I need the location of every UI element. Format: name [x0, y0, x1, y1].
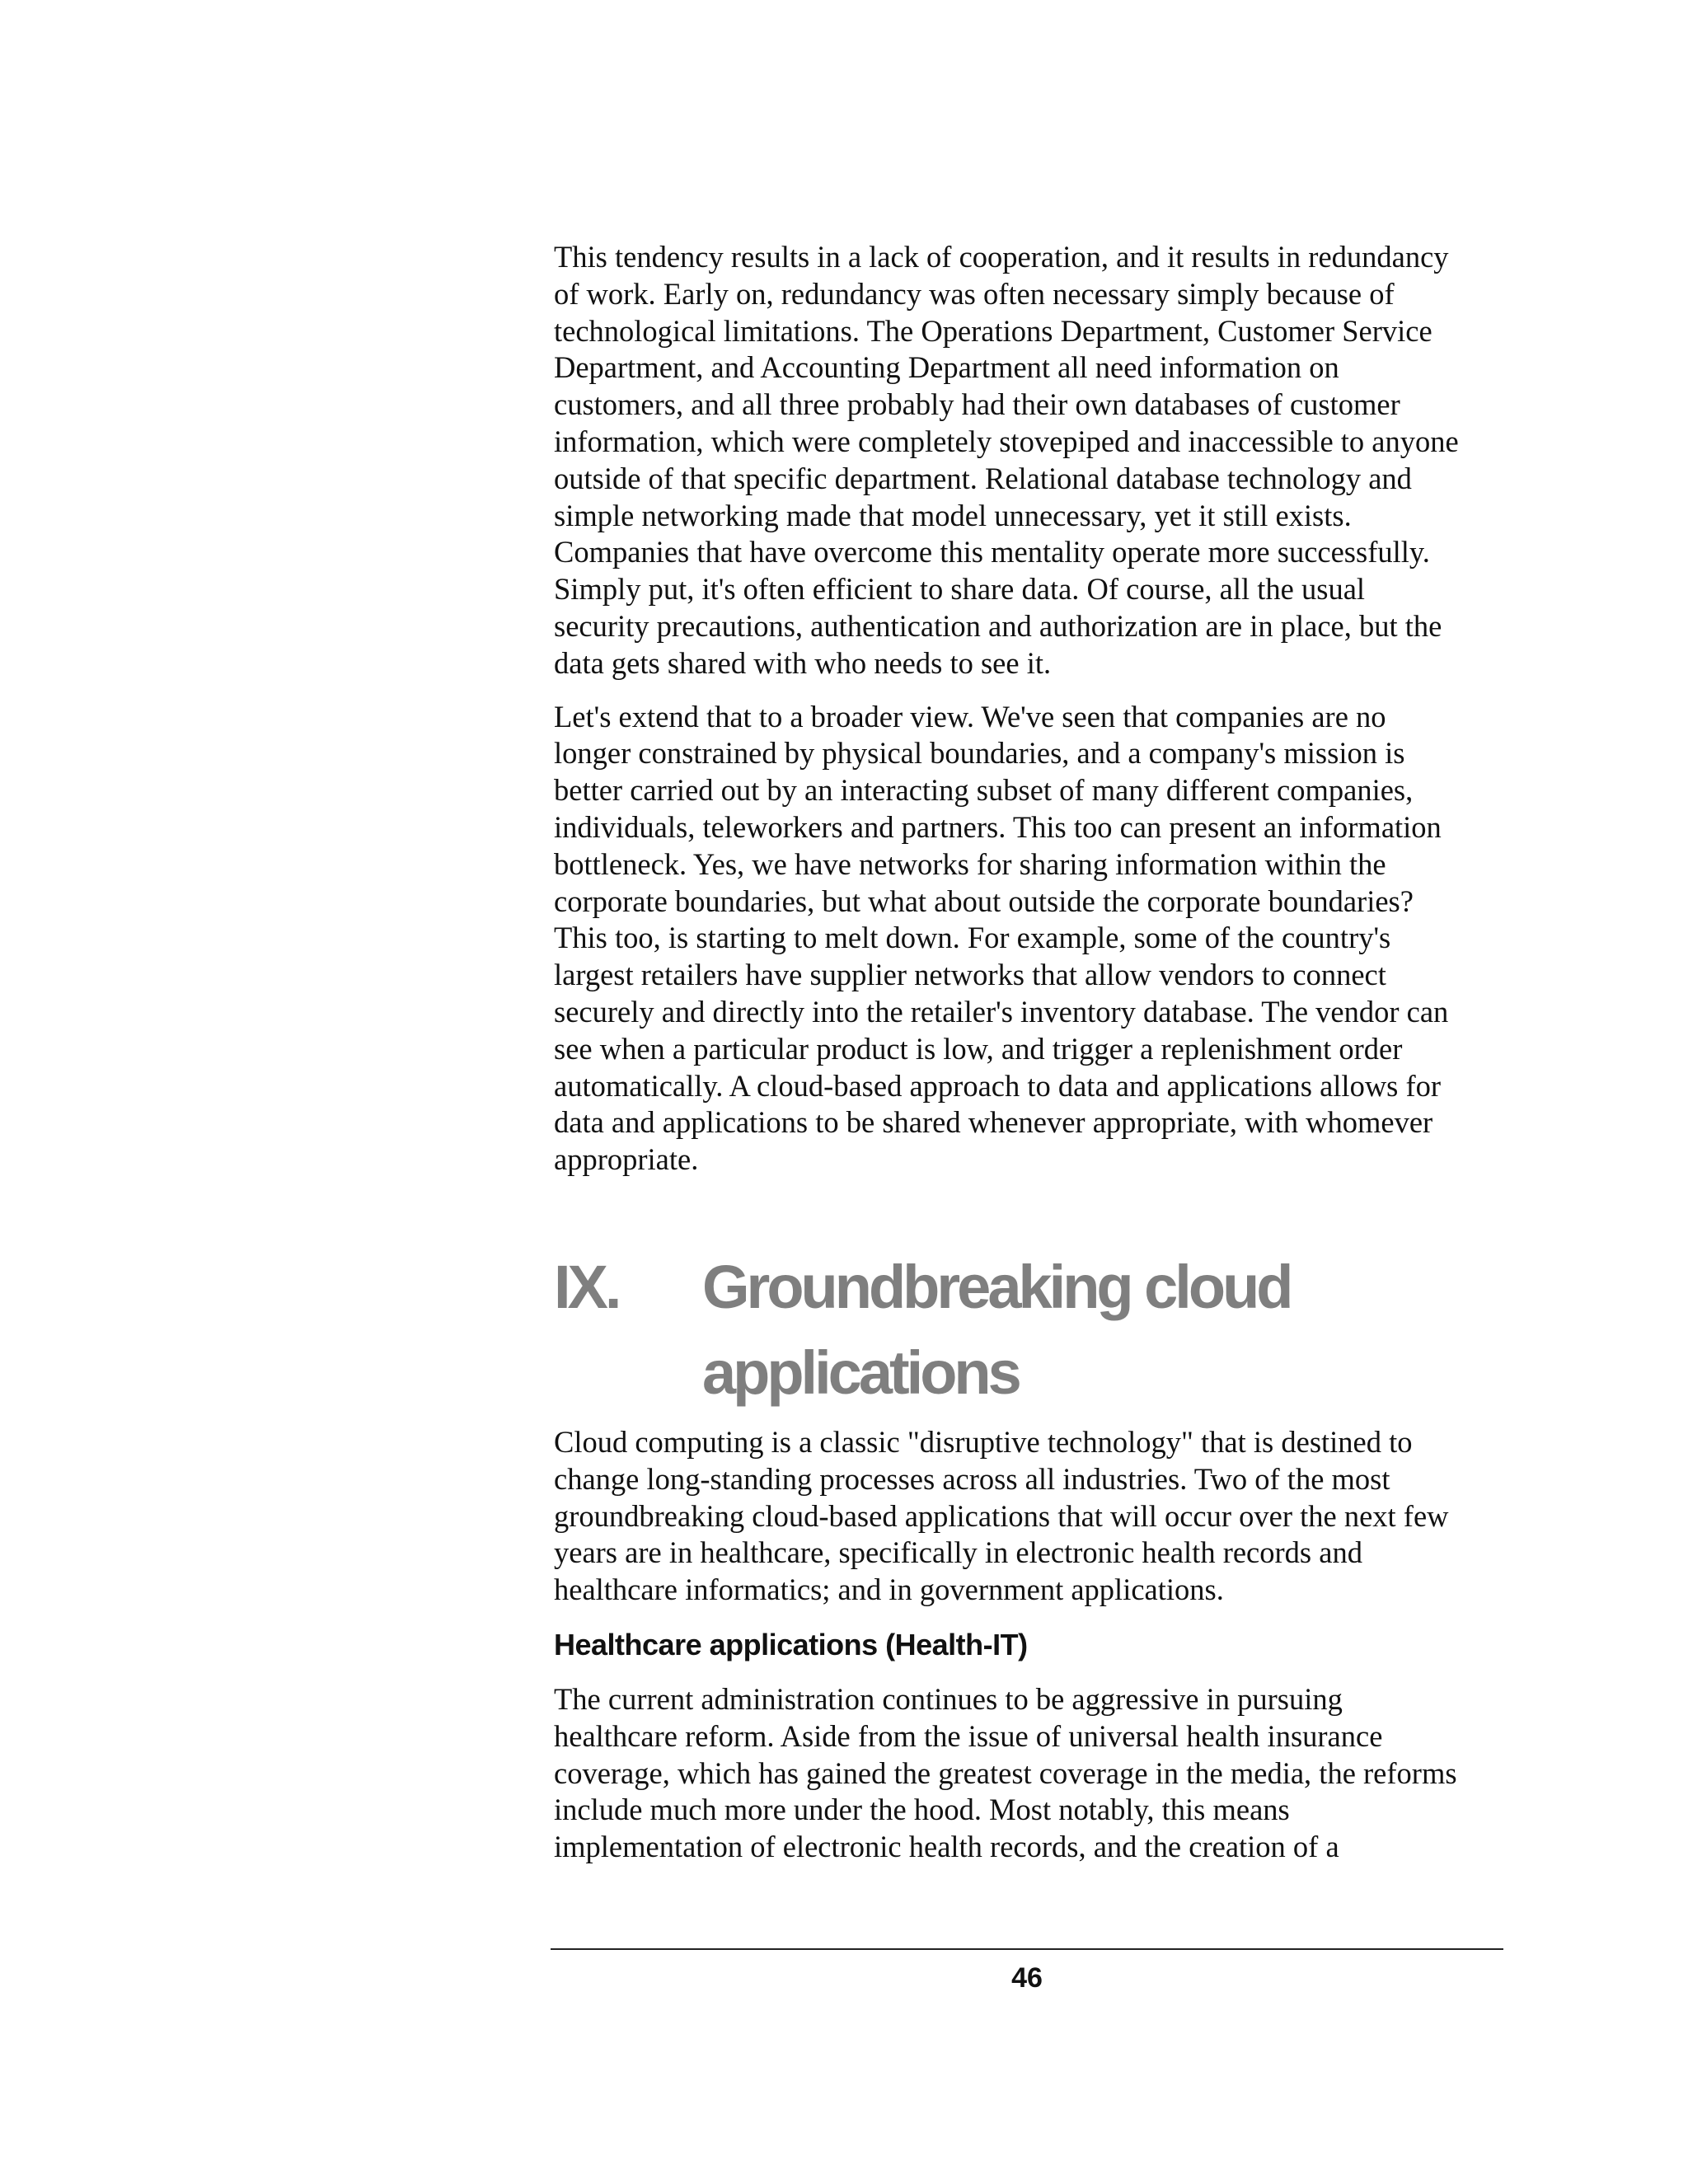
text-line: data and applications to be shared whenever appropriate, with whomever — [554, 1105, 1433, 1140]
section-title-line: Groundbreaking cloud — [702, 1253, 1291, 1321]
text-line: largest retailers have supplier networks that allow vendors to connect — [554, 958, 1386, 992]
text-line: automatically. A cloud-based approach to data and applications allows for — [554, 1068, 1442, 1103]
text-line: see when a particular product is low, and trigger a replenishment order — [554, 1031, 1403, 1066]
text-line: customers, and all three probably had their own databases of customer — [554, 387, 1400, 422]
text-line: appropriate. — [554, 1142, 699, 1177]
section-title-line: applications — [702, 1338, 1019, 1407]
text-line: This tendency results in a lack of cooperation, and it results in redundancy — [554, 240, 1449, 274]
text-line: Cloud computing is a classic "disruptive technology" that is destined to — [554, 1425, 1413, 1459]
text-line: bottleneck. Yes, we have networks for sharing information within the — [554, 846, 1386, 881]
text-line: outside of that specific department. Relational database technology and — [554, 461, 1412, 495]
section-title — [702, 1244, 1510, 1416]
text-line: groundbreaking cloud-based applications that will occur over the next few — [554, 1498, 1449, 1533]
text-line: years are in healthcare, specifically in electronic health records and — [554, 1535, 1362, 1570]
section-intro — [554, 1424, 1510, 1609]
text-line: healthcare informatics; and in government applications. — [554, 1572, 1224, 1607]
page-number: 46 — [1011, 1962, 1043, 1994]
text-line: include much more under the hood. Most notably, this means — [554, 1793, 1290, 1827]
text-line: healthcare reform. Aside from the issue of universal health insurance — [554, 1718, 1383, 1753]
footer-divider — [551, 1948, 1503, 1950]
section-number: IX. — [554, 1253, 619, 1321]
text-line: of work. Early on, redundancy was often necessary simply because of — [554, 276, 1395, 311]
sub-paragraph — [554, 1681, 1510, 1866]
text-line: change long-standing processes across all industries. Two of the most — [554, 1461, 1390, 1496]
text-line: longer constrained by physical boundaries, and a company's mission is — [554, 736, 1405, 771]
text-line: simple networking made that model unnecessary, yet it still exists. — [554, 498, 1352, 532]
subheading: Healthcare applications (Health-IT) — [554, 1627, 1028, 1661]
text-line: technological limitations. The Operations Department, Customer Service — [554, 313, 1432, 348]
body-text — [554, 239, 1510, 1179]
text-line: implementation of electronic health records, and the creation of a — [554, 1830, 1339, 1864]
paragraph-1 — [554, 239, 1510, 682]
text-line: data gets shared with who needs to see it. — [554, 645, 1052, 680]
section-body — [554, 1424, 1510, 1866]
text-line: better carried out by an interacting subset of many different companies, — [554, 773, 1414, 808]
text-line: Companies that have overcome this mentality operate more successfully. — [554, 535, 1430, 569]
text-line: The current administration continues to be aggressive in pursuing — [554, 1681, 1343, 1716]
text-line: security precautions, authentication and authorization are in place, but the — [554, 608, 1442, 643]
text-line: coverage, which has gained the greatest coverage in the media, the reforms — [554, 1755, 1457, 1790]
text-line: Simply put, it's often efficient to share data. Of course, all the usual — [554, 572, 1366, 607]
text-line: Let's extend that to a broader view. We've seen that companies are no — [554, 699, 1386, 733]
text-line: corporate boundaries, but what about outside the corporate boundaries? — [554, 883, 1414, 918]
text-line: information, which were completely stovepiped and inaccessible to anyone — [554, 424, 1459, 458]
text-line: securely and directly into the retailer's inventory database. The vendor can — [554, 994, 1449, 1029]
paragraph-2 — [554, 699, 1510, 1179]
text-line: individuals, teleworkers and partners. This too can present an information — [554, 809, 1442, 844]
text-line: Department, and Accounting Department all need information on — [554, 350, 1339, 385]
text-line: This too, is starting to melt down. For example, some of the country's — [554, 921, 1391, 955]
